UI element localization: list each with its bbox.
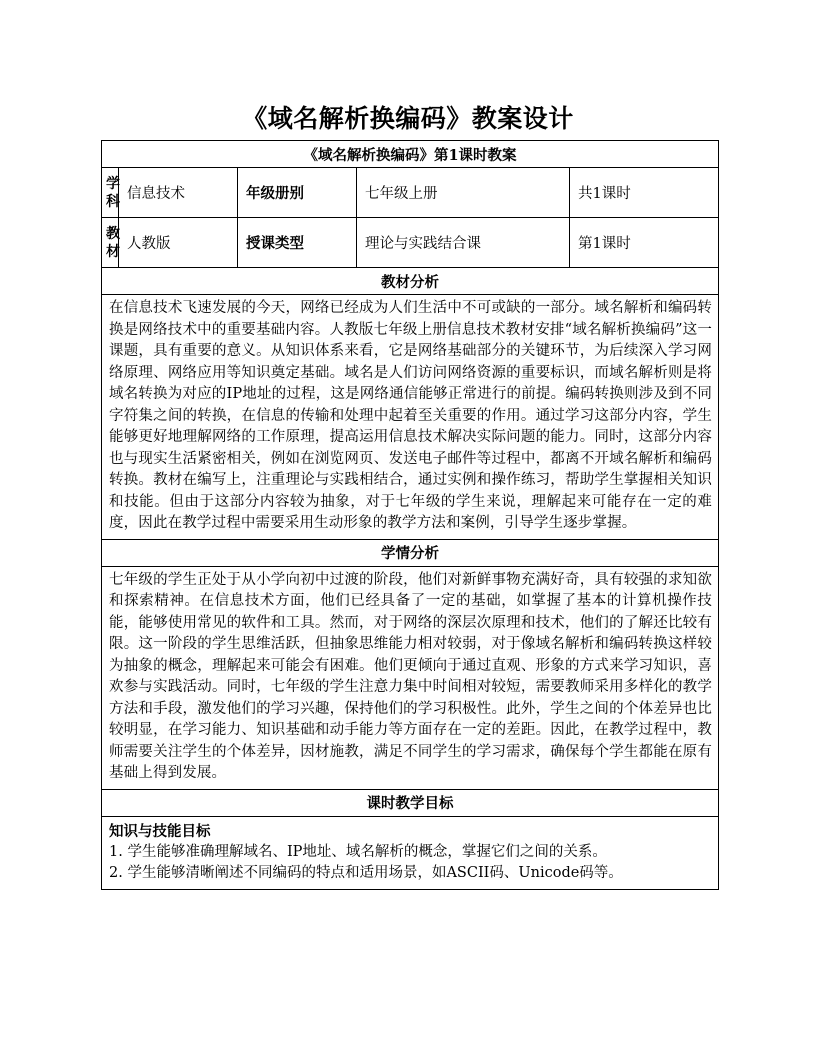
textbook-analysis-row: [102, 295, 719, 540]
textbook-analysis-heading-row: [102, 268, 719, 295]
lesson-plan-table: [101, 140, 719, 890]
knowledge-skill-heading: 知识与技能目标: [109, 822, 211, 840]
textbook-side-label: 教材: [102, 218, 119, 268]
document-title: 《域名解析换编码》教案设计: [242, 104, 574, 133]
objectives-heading: 课时教学目标: [102, 789, 719, 816]
lesson-type-value: 理论与实践结合课: [357, 218, 570, 268]
textbook-analysis-heading: 教材分析: [102, 268, 719, 295]
objective-item: 1. 学生能够准确理解域名、IP地址、域名解析的概念，掌握它们之间的关系。: [109, 843, 607, 860]
textbook-edition-value: 人教版: [119, 218, 238, 268]
lesson-heading: 《域名解析换编码》第1课时教案: [102, 141, 719, 168]
info-row-textbook: [102, 218, 719, 268]
lesson-heading-row: [102, 141, 719, 168]
objective-item: 2. 学生能够清晰阐述不同编码的特点和适用场景，如ASCII码、Unicode码等。: [109, 864, 623, 881]
subject-side-label: 学科: [102, 168, 119, 218]
subject-value: 信息技术: [119, 168, 238, 218]
grade-volume-label: 年级册别: [238, 168, 357, 218]
learner-analysis-heading-row: [102, 539, 719, 566]
total-periods-value: 共1课时: [570, 168, 719, 218]
learner-analysis-heading: 学情分析: [102, 539, 719, 566]
learner-analysis-text: 七年级的学生正处于从小学向初中过渡的阶段，他们对新鲜事物充满好奇，具有较强的求知欲和探索精神。在信息技术方面，他们已经具备了一定的基础，如掌握了基本的计算机操作技能，能够使用常见的软件和工具。然而，对于网络的深层次原理和技术，他们的了解还比较有限。这一阶段的学生思维活跃，但抽象思维能力相对较弱，对于像域名解析和编码转换这样较为抽象的概念，理解起来可能会有困难。他们更倾向于通过直观、形象的方式来学习知识，喜欢参与实践活动。同时，七年级的学生注意力集中时间相对较短，需要教师采用多样化的教学方法和手段，激发他们的学习兴趣，保持他们的学习积极性。此外，学生之间的个体差异也比较明显，在学习能力、知识基础和动手能力等方面存在一定的差距。因此，在教学过程中，教师需要关注学生的个体差异，因材施教，满足不同学生的学习需求，确保每个学生都能在原有基础上得到发展。: [102, 566, 719, 789]
lesson-type-label: 授课类型: [238, 218, 357, 268]
period-number-value: 第1课时: [570, 218, 719, 268]
textbook-analysis-text: 在信息技术飞速发展的今天，网络已经成为人们生活中不可或缺的一部分。域名解析和编码转换是网络技术中的重要基础内容。人教版七年级上册信息技术教材安排“域名解析换编码”这一课题，具有重要的意义。从知识体系来看，它是网络基础部分的关键环节，为后续深入学习网络原理、网络应用等知识奠定基础。域名是人们访问网络资源的重要标识，而域名解析则是将域名转换为对应的IP地址的过程，这是网络通信能够正常进行的前提。编码转换则涉及到不同字符集之间的转换，在信息的传输和处理中起着至关重要的作用。通过学习这部分内容，学生能够更好地理解网络的工作原理，提高运用信息技术解决实际问题的能力。同时，这部分内容也与现实生活紧密相关，例如在浏览网页、发送电子邮件等过程中，都离不开域名解析和编码转换。教材在编写上，注重理论与实践相结合，通过实例和操作练习，帮助学生掌握相关知识和技能。但由于这部分内容较为抽象，对于七年级的学生来说，理解起来可能存在一定的难度，因此在教学过程中需要采用生动形象的教学方法和案例，引导学生逐步掌握。: [102, 295, 719, 540]
objectives-content: [102, 816, 719, 889]
learner-analysis-row: [102, 566, 719, 789]
grade-volume-value: 七年级上册: [357, 168, 570, 218]
objectives-heading-row: [102, 789, 719, 816]
info-row-subject: [102, 168, 719, 218]
objectives-row: [102, 816, 719, 889]
